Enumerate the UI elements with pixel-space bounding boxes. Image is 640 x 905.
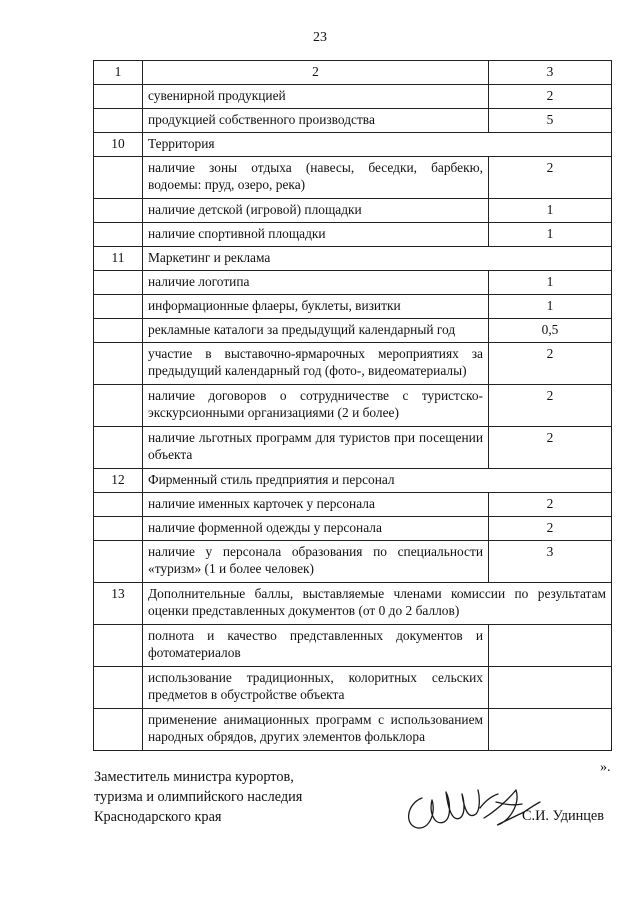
criterion-text-cell: полнота и качество представленных документов и фотоматериалов [143, 625, 489, 667]
row-number-cell [94, 667, 143, 709]
section-title-cell: Территория [143, 133, 612, 157]
row-number-cell [94, 157, 143, 199]
section-title-cell: Дополнительные баллы, выставляемые членами комиссии по результатам оценки представленных документов (от 0 до 2 баллов) [143, 583, 612, 625]
criterion-row [94, 427, 612, 469]
section-row [94, 583, 612, 625]
criterion-row [94, 517, 612, 541]
criterion-text-cell: наличие детской (игровой) площадки [143, 199, 489, 223]
header-cell-number: 1 [94, 61, 143, 85]
criterion-row [94, 493, 612, 517]
criterion-row [94, 385, 612, 427]
row-number-cell [94, 223, 143, 247]
row-number-cell [94, 517, 143, 541]
row-number-cell [94, 271, 143, 295]
points-cell: 1 [489, 295, 612, 319]
position-line: туризма и олимпийского наследия [94, 789, 303, 805]
row-number-cell [94, 427, 143, 469]
row-number-cell [94, 199, 143, 223]
row-number-cell [94, 85, 143, 109]
criterion-text-cell: наличие логотипа [143, 271, 489, 295]
row-number-cell [94, 625, 143, 667]
section-title-cell: Маркетинг и реклама [143, 247, 612, 271]
points-cell: 3 [489, 541, 612, 583]
criterion-text-cell: наличие форменной одежды у персонала [143, 517, 489, 541]
criterion-row [94, 667, 612, 709]
page-number: 23 [313, 30, 327, 45]
criteria-table [93, 60, 612, 751]
points-cell: 1 [489, 223, 612, 247]
criterion-row [94, 271, 612, 295]
criterion-text-cell: продукцией собственного производства [143, 109, 489, 133]
criterion-text-cell: наличие договоров о сотрудничестве с туристско-экскурсионными организациями (2 и более) [143, 385, 489, 427]
row-number-cell: 10 [94, 133, 143, 157]
points-cell: 2 [489, 343, 612, 385]
row-number-cell [94, 385, 143, 427]
section-row [94, 247, 612, 271]
points-cell [489, 625, 612, 667]
criterion-text-cell: рекламные каталоги за предыдущий календарный год [143, 319, 489, 343]
points-cell [489, 667, 612, 709]
criterion-row [94, 85, 612, 109]
criterion-row [94, 541, 612, 583]
signatory-name: С.И. Удинцев [522, 808, 605, 824]
points-cell: 2 [489, 427, 612, 469]
row-number-cell [94, 295, 143, 319]
criterion-text-cell: наличие льготных программ для туристов при посещении объекта [143, 427, 489, 469]
criterion-text-cell: наличие у персонала образования по специальности «туризм» (1 и более человек) [143, 541, 489, 583]
row-number-cell [94, 109, 143, 133]
row-number-cell: 12 [94, 469, 143, 493]
points-cell: 2 [489, 493, 612, 517]
criterion-text-cell: наличие зоны отдыха (навесы, беседки, барбекю, водоемы: пруд, озеро, река) [143, 157, 489, 199]
table-header-row [94, 61, 612, 85]
row-number-cell [94, 709, 143, 751]
points-cell [489, 709, 612, 751]
criterion-text-cell: информационные флаеры, буклеты, визитки [143, 295, 489, 319]
row-number-cell [94, 541, 143, 583]
points-cell: 2 [489, 517, 612, 541]
section-row [94, 469, 612, 493]
position-line: Заместитель министра курортов, [94, 769, 294, 785]
criterion-row [94, 199, 612, 223]
criterion-row [94, 343, 612, 385]
points-cell: 1 [489, 271, 612, 295]
criterion-text-cell: использование традиционных, колоритных сельских предметов в обустройстве объекта [143, 667, 489, 709]
criterion-text-cell: наличие именных карточек у персонала [143, 493, 489, 517]
row-number-cell [94, 493, 143, 517]
criterion-row [94, 157, 612, 199]
points-cell: 2 [489, 85, 612, 109]
criterion-row [94, 709, 612, 751]
criterion-row [94, 319, 612, 343]
points-cell: 0,5 [489, 319, 612, 343]
criterion-row [94, 109, 612, 133]
criterion-text-cell: наличие спортивной площадки [143, 223, 489, 247]
criterion-row [94, 295, 612, 319]
points-cell: 1 [489, 199, 612, 223]
section-row [94, 133, 612, 157]
signatory-position [94, 767, 302, 827]
position-line: Краснодарского края [94, 809, 222, 825]
criterion-text-cell: применение анимационных программ с использованием народных обрядов, других элементов фольклора [143, 709, 489, 751]
criterion-text-cell: участие в выставочно-ярмарочных мероприятиях за предыдущий календарный год (фото-, видеоматериалы) [143, 343, 489, 385]
row-number-cell: 13 [94, 583, 143, 625]
points-cell: 2 [489, 157, 612, 199]
row-number-cell [94, 343, 143, 385]
points-cell: 5 [489, 109, 612, 133]
criterion-row [94, 223, 612, 247]
header-cell-criterion: 2 [143, 61, 489, 85]
table-body [94, 85, 612, 751]
points-cell: 2 [489, 385, 612, 427]
row-number-cell [94, 319, 143, 343]
section-title-cell: Фирменный стиль предприятия и персонал [143, 469, 612, 493]
criterion-text-cell: сувенирной продукцией [143, 85, 489, 109]
row-number-cell: 11 [94, 247, 143, 271]
closing-quote: ». [600, 760, 611, 775]
header-cell-points: 3 [489, 61, 612, 85]
criterion-row [94, 625, 612, 667]
